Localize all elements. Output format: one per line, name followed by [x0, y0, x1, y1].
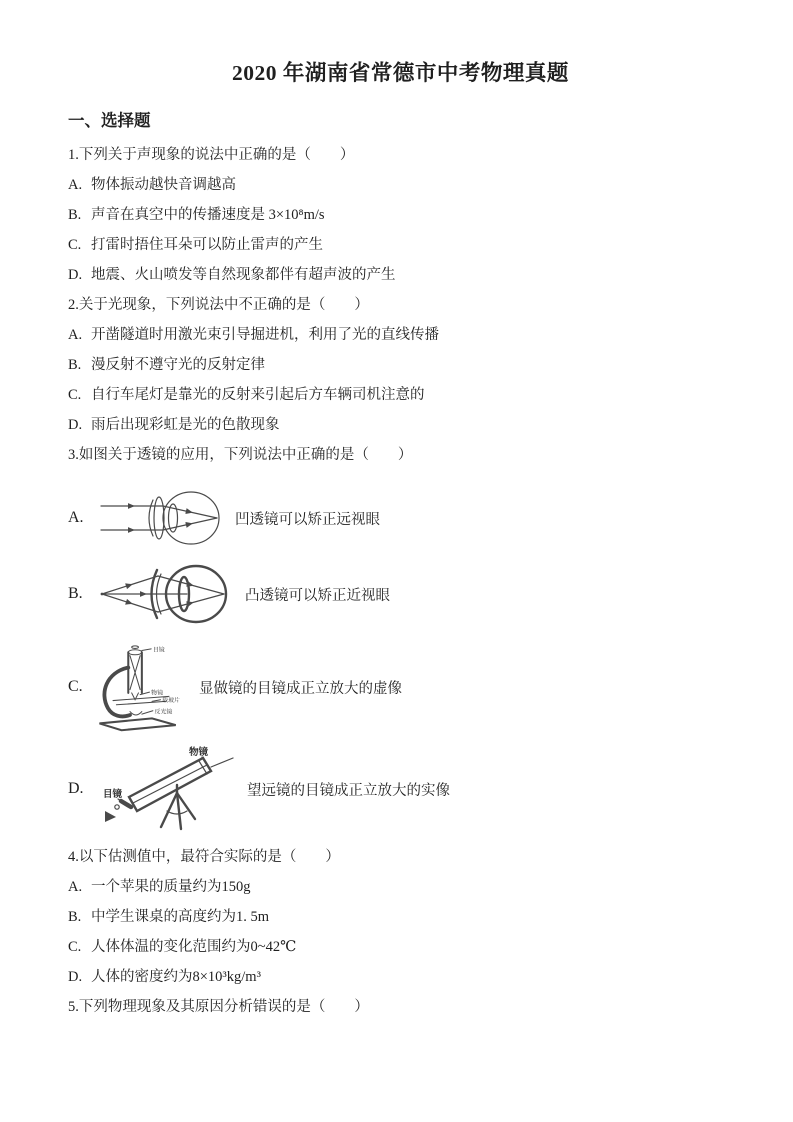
question-2-option-b: [68, 350, 733, 380]
telescope-diagram: [99, 745, 239, 833]
figure-caption: 望远镜的目镜成正立放大的实像: [247, 782, 450, 799]
question-3-option-c: [68, 636, 733, 738]
section-heading: 一、选择题: [68, 111, 151, 130]
option-letter: A.: [68, 509, 84, 526]
option-letter: B.: [68, 585, 83, 602]
question-3-stem: 3.如图关于透镜的应用，下列说法中正确的是（ ）: [68, 447, 413, 463]
option-letter: D.: [68, 969, 83, 985]
option-text: 声音在真空中的传播速度是 3×10⁸m/s: [91, 207, 325, 223]
question-1-option-a: [68, 170, 733, 200]
telescope-objective-label: 物镜: [189, 747, 209, 758]
figure-caption: 显做镜的目镜成正立放大的虚像: [199, 680, 402, 697]
question-4-option-b: [68, 902, 733, 932]
option-letter: A.: [68, 177, 83, 193]
option-text: 雨后出现彩虹是光的色散现象: [91, 417, 280, 433]
option-letter: A.: [68, 879, 83, 895]
option-text: 漫反射不遵守光的反射定律: [91, 357, 265, 373]
option-letter: D.: [68, 417, 83, 433]
microscope-objective-label: 物镜: [151, 690, 164, 697]
option-letter: B.: [68, 207, 82, 223]
option-text: 一个苹果的质量约为150g: [91, 879, 251, 895]
figure-caption: 凹透镜可以矫正远视眼: [235, 511, 380, 528]
option-text: 开凿隧道时用激光束引导掘进机，利用了光的直线传播: [91, 327, 439, 343]
option-text: 打雷时捂住耳朵可以防止雷声的产生: [91, 237, 323, 253]
question-1-option-b: [68, 200, 733, 230]
microscope-eyepiece-label: 目镜: [152, 647, 165, 654]
option-letter: C.: [68, 939, 82, 955]
microscope-diagram: [91, 636, 191, 738]
option-text: 地震、火山喷发等自然现象都伴有超声波的产生: [91, 267, 396, 283]
option-letter: C.: [68, 237, 82, 253]
option-letter: A.: [68, 327, 83, 343]
question-2-option-c: [68, 380, 733, 410]
nearsighted-eye-diagram: [99, 558, 237, 630]
option-letter: C.: [68, 678, 83, 695]
question-2-stem: 2.关于光现象，下列说法中不正确的是（ ）: [68, 297, 369, 313]
figure-caption: 凸透镜可以矫正近视眼: [245, 587, 390, 604]
question-4-stem: 4.以下估测值中，最符合实际的是（ ）: [68, 849, 340, 865]
question-1-option-c: [68, 230, 733, 260]
question-4-option-a: [68, 872, 733, 902]
page-title: 2020 年湖南省常德市中考物理真题: [232, 61, 569, 85]
option-letter: D.: [68, 780, 84, 797]
question-1-option-d: [68, 260, 733, 290]
option-text: 人体的密度约为8×10³kg/m³: [91, 969, 261, 985]
question-2-option-d: [68, 410, 733, 440]
microscope-mirror-label: 反光镜: [154, 709, 173, 716]
question-3-option-a: [68, 486, 733, 550]
option-letter: C.: [68, 387, 82, 403]
option-letter: B.: [68, 909, 82, 925]
microscope-slide-label: 载玻片: [162, 698, 180, 705]
option-letter: D.: [68, 267, 83, 283]
option-letter: B.: [68, 357, 82, 373]
option-text: 人体体温的变化范围约为0~42℃: [91, 939, 297, 955]
telescope-eyepiece-label: 目镜: [103, 789, 123, 800]
question-3-option-d: [68, 744, 733, 834]
option-text: 中学生课桌的高度约为1. 5m: [91, 909, 270, 925]
option-text: 自行车尾灯是靠光的反射来引起后方车辆司机注意的: [91, 387, 425, 403]
option-text: 物体振动越快音调越高: [91, 177, 236, 193]
farsighted-eye-diagram: [99, 486, 227, 550]
question-4-option-d: [68, 962, 733, 992]
question-1-stem: 1.下列关于声现象的说法中正确的是（ ）: [68, 147, 355, 163]
question-3-option-b: [68, 558, 733, 630]
question-5-stem: 5.下列物理现象及其原因分析错误的是（ ）: [68, 999, 369, 1015]
question-2-option-a: [68, 320, 733, 350]
question-4-option-c: [68, 932, 733, 962]
